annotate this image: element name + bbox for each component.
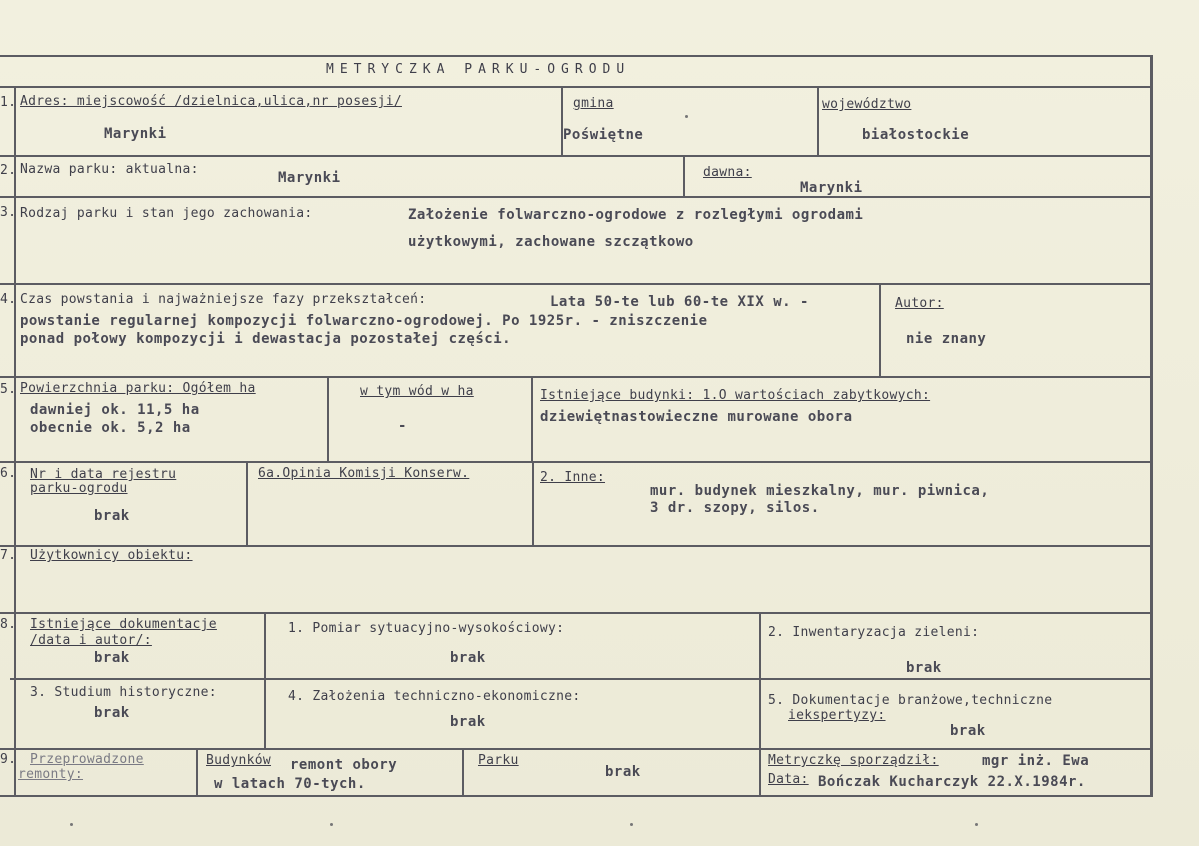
history-line3: ponad połowy kompozycji i dewastacja pozostałej części.: [20, 331, 512, 347]
date-value: Bończak Kucharczyk 22.X.1984r.: [818, 774, 1086, 790]
repairs-park-label: Parku: [478, 753, 519, 768]
card-title: METRYCZKA PARKU-OGRODU: [326, 62, 631, 77]
row-number: 2.: [0, 163, 17, 178]
row-number: 4.: [0, 292, 17, 307]
rule: [0, 283, 1152, 285]
docs-label-2: /data i autor/:: [30, 633, 152, 648]
rule: [246, 461, 248, 546]
province-label: województwo: [822, 97, 912, 112]
water-value: -: [398, 418, 407, 434]
repairs-label-2: remonty:: [18, 767, 84, 782]
punch-mark: [70, 823, 73, 826]
rule: [561, 86, 563, 156]
docs-label-1: Istniejące dokumentacje: [30, 617, 217, 632]
rule: [532, 461, 534, 546]
rule: [0, 155, 1152, 157]
punch-mark: [975, 823, 978, 826]
history-line1: Lata 50-te lub 60-te XIX w. -: [550, 294, 809, 310]
survey-label: 1. Pomiar sytuacyjno-wysokościowy:: [288, 621, 565, 636]
other-label: 2. Inne:: [540, 470, 606, 485]
rule: [0, 461, 1152, 463]
greenery-label: 2. Inwentaryzacja zieleni:: [768, 625, 980, 640]
commission-label: 6a.Opinia Komisji Konserw.: [258, 466, 470, 481]
gmina-label: gmina: [573, 96, 614, 111]
docs-value: brak: [94, 650, 130, 666]
industry-docs-label-1: 5. Dokumentacje branżowe,techniczne: [768, 693, 1053, 708]
row-number: 3.: [0, 205, 17, 220]
rule: [817, 86, 819, 156]
rule: [0, 55, 1152, 57]
greenery-value: brak: [906, 660, 942, 676]
row-number: 5.: [0, 382, 17, 397]
row-number: 9.: [0, 752, 17, 767]
park-name-current: Marynki: [278, 170, 341, 186]
rule: [879, 283, 881, 377]
other-line2: 3 dr. szopy, silos.: [650, 500, 820, 516]
rule: [759, 612, 761, 749]
buildings-value: dziewiętnastowieczne murowane obora: [540, 409, 853, 425]
park-name-label: Nazwa parku: aktualna:: [20, 162, 199, 177]
prepared-by-value: mgr inż. Ewa: [982, 753, 1090, 769]
repairs-label-1: Przeprowadzone: [30, 752, 144, 767]
repairs-park-value: brak: [605, 764, 641, 780]
repairs-buildings-value-1: remont obory: [290, 757, 398, 773]
industry-docs-label-2: iekspertyzy:: [788, 708, 886, 723]
row-number: 8.: [0, 617, 17, 632]
users-label: Użytkownicy obiektu:: [30, 548, 193, 563]
punch-mark: [330, 823, 333, 826]
history-study-value: brak: [94, 705, 130, 721]
rule: [1150, 55, 1153, 797]
history-label: Czas powstania i najważniejsze fazy przekształceń:: [20, 292, 427, 307]
author-label: Autor:: [895, 296, 944, 311]
area-current: obecnie ok. 5,2 ha: [30, 420, 191, 436]
buildings-label: Istniejące budynki: 1.O wartościach zabytkowych:: [540, 388, 931, 403]
rule: [462, 748, 464, 796]
row-number: 1.: [0, 95, 17, 110]
rule: [0, 795, 1152, 797]
rule: [327, 376, 329, 462]
prepared-by-label: Metryczkę sporządził:: [768, 753, 939, 768]
rule: [0, 196, 1152, 198]
punch-mark: [685, 115, 688, 118]
register-label-1: Nr i data rejestru: [30, 467, 177, 482]
rule: [531, 376, 533, 462]
area-label: Powierzchnia parku: Ogółem ha: [20, 381, 256, 396]
register-value: brak: [94, 508, 130, 524]
rule: [196, 748, 198, 796]
area-former: dawniej ok. 11,5 ha: [30, 402, 200, 418]
row-number: 6.: [0, 466, 17, 481]
park-name-former-label: dawna:: [703, 165, 752, 180]
rule: [0, 86, 1152, 88]
rule: [14, 86, 16, 796]
survey-value: brak: [450, 650, 486, 666]
rule: [759, 748, 761, 796]
row-number: 7.: [0, 548, 17, 563]
park-type-line2: użytkowymi, zachowane szczątkowo: [408, 234, 694, 250]
water-label: w tym wód w ha: [360, 384, 474, 399]
province-value: białostockie: [862, 127, 970, 143]
park-type-label: Rodzaj parku i stan jego zachowania:: [20, 206, 313, 221]
technical-value: brak: [450, 714, 486, 730]
park-name-former: Marynki: [800, 180, 863, 196]
address-label: Adres: miejscowość /dzielnica,ulica,nr posesji/: [20, 94, 402, 109]
history-line2: powstanie regularnej kompozycji folwarczno-ogrodowej. Po 1925r. - zniszczenie: [20, 313, 708, 329]
repairs-buildings-label: Budynków: [206, 753, 272, 768]
rule: [0, 376, 1152, 378]
rule: [0, 545, 1152, 547]
address-value: Marynki: [104, 126, 167, 142]
register-label-2: parku-ogrodu: [30, 481, 128, 496]
rule: [10, 678, 1152, 680]
gmina-value: Poświętne: [563, 127, 644, 143]
history-study-label: 3. Studium historyczne:: [30, 685, 217, 700]
technical-label: 4. Założenia techniczno-ekonomiczne:: [288, 689, 581, 704]
industry-docs-value: brak: [950, 723, 986, 739]
park-type-line1: Założenie folwarczno-ogrodowe z rozległymi ogrodami: [408, 207, 864, 223]
repairs-buildings-value-2: w latach 70-tych.: [214, 776, 366, 792]
rule: [683, 155, 685, 197]
rule: [0, 612, 1152, 614]
rule: [264, 612, 266, 749]
author-value: nie znany: [906, 331, 987, 347]
rule: [0, 748, 1152, 750]
date-label: Data:: [768, 772, 809, 787]
other-line1: mur. budynek mieszkalny, mur. piwnica,: [650, 483, 990, 499]
punch-mark: [630, 823, 633, 826]
